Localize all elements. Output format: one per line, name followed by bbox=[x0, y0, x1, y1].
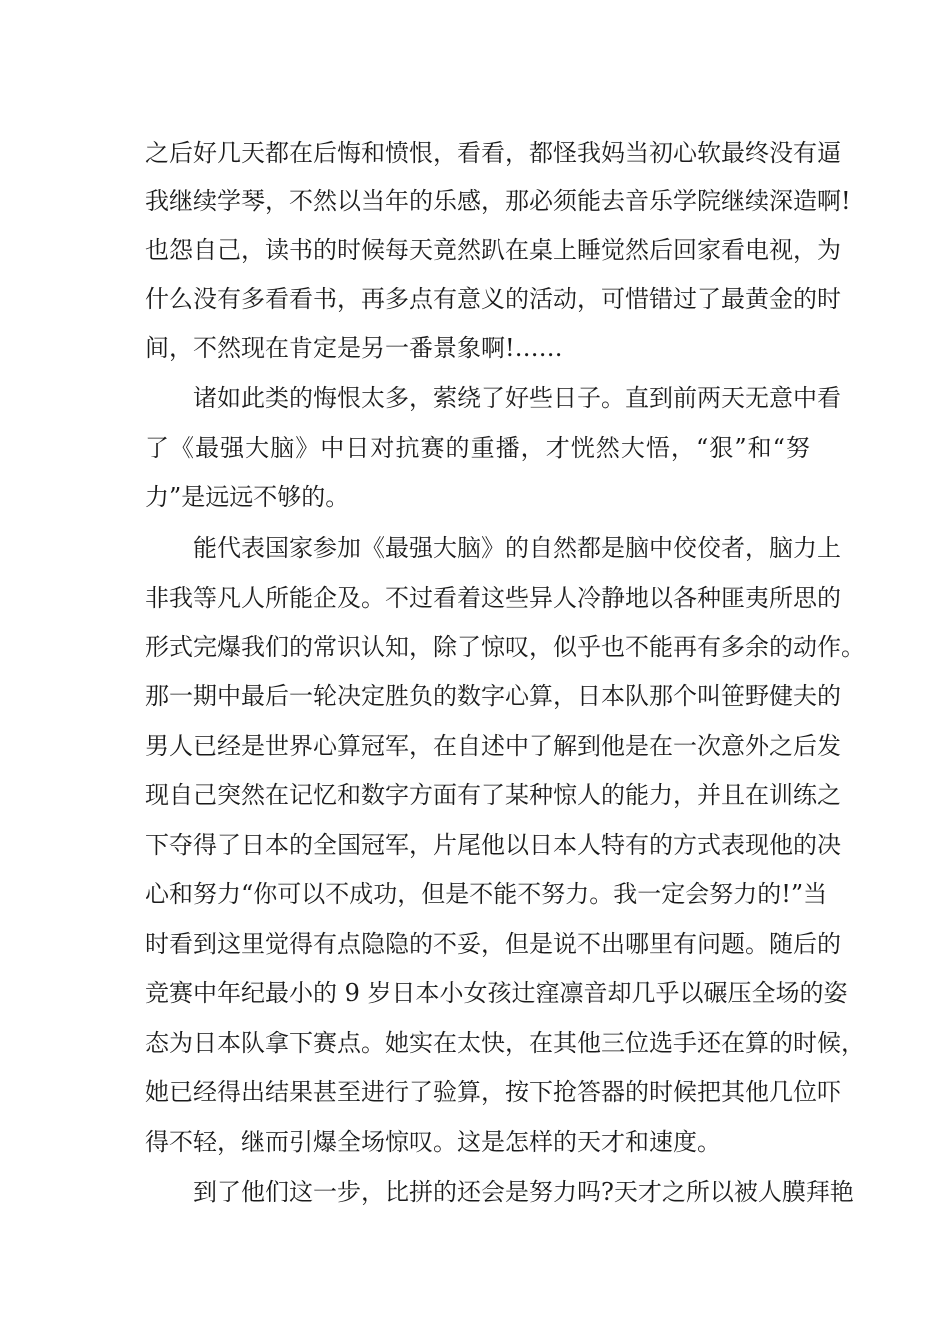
text-line: 竞赛中年纪最小的 9 岁日本小女孩辻窪凛音却几乎以碾压全场的姿 bbox=[145, 979, 848, 1007]
text-line: 了《最强大脑》中日对抗赛的重播，才恍然大悟，“狠”和“努 bbox=[145, 434, 810, 462]
text-line: 时看到这里觉得有点隐隐的不妥，但是说不出哪里有问题。随后的 bbox=[145, 930, 841, 958]
text-line: 诸如此类的悔恨太多，萦绕了好些日子。直到前两天无意中看 bbox=[193, 384, 841, 412]
text-line: 我继续学琴，不然以当年的乐感，那必须能去音乐学院继续深造啊! bbox=[145, 187, 851, 215]
text-line: 那一期中最后一轮决定胜负的数字心算，日本队那个叫笹野健夫的 bbox=[145, 682, 841, 710]
text-line: 间，不然现在肯定是另一番景象啊!…… bbox=[145, 334, 563, 362]
text-line: 什么没有多看看书，再多点有意义的活动，可惜错过了最黄金的时 bbox=[145, 285, 841, 313]
text-line: 男人已经是世界心算冠军，在自述中了解到他是在一次意外之后发 bbox=[145, 732, 841, 760]
text-line: 力”是远远不够的。 bbox=[145, 483, 350, 511]
text-line: 能代表国家参加《最强大脑》的自然都是脑中佼佼者，脑力上 bbox=[193, 534, 841, 562]
text-line: 态为日本队拿下赛点。她实在太快，在其他三位选手还在算的时候， bbox=[145, 1029, 865, 1057]
text-line: 得不轻，继而引爆全场惊叹。这是怎样的天才和速度。 bbox=[145, 1128, 721, 1156]
text-line: 非我等凡人所能企及。不过看着这些异人冷静地以各种匪夷所思的 bbox=[145, 584, 841, 612]
text-line: 形式完爆我们的常识认知，除了惊叹，似乎也不能再有多余的动作。 bbox=[145, 633, 865, 661]
text-line: 也怨自己，读书的时候每天竟然趴在桌上睡觉然后回家看电视，为 bbox=[145, 236, 841, 264]
text-line: 之后好几天都在后悔和愤恨，看看，都怪我妈当初心软最终没有逼 bbox=[145, 139, 841, 167]
text-line: 她已经得出结果甚至进行了验算，按下抢答器的时候把其他几位吓 bbox=[145, 1078, 841, 1106]
text-line: 到了他们这一步，比拼的还会是努力吗?天才之所以被人膜拜艳 bbox=[193, 1178, 854, 1206]
text-line: 心和努力“你可以不成功，但是不能不努力。我一定会努力的!”当 bbox=[145, 880, 828, 908]
text-line: 下夺得了日本的全国冠军，片尾他以日本人特有的方式表现他的决 bbox=[145, 831, 841, 859]
text-line: 现自己突然在记忆和数字方面有了某种惊人的能力，并且在训练之 bbox=[145, 781, 841, 809]
